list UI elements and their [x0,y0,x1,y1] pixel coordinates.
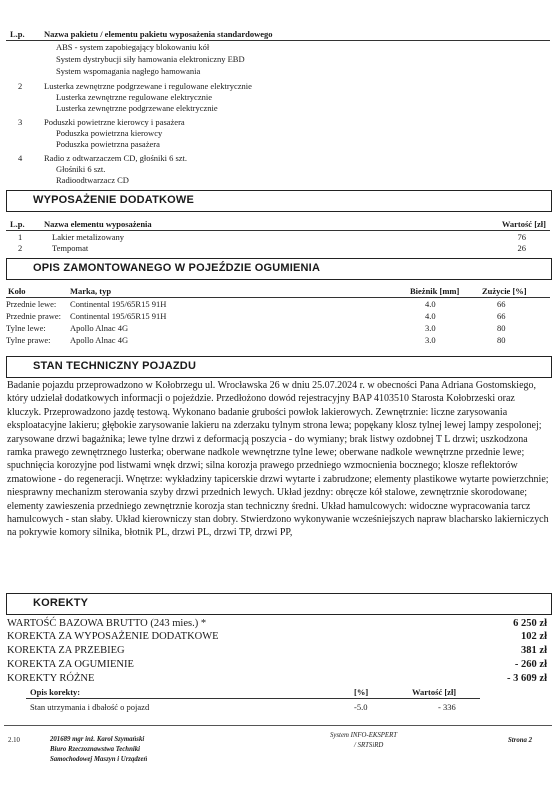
equipment-item: Głośniki 6 szt. [56,164,106,174]
correction-row: KOREKTY RÓŻNE - 3 609 zł [7,673,547,684]
correction-detail-row: Stan utrzymania i dbałość o pojazd -5.0 - 336 [30,702,456,712]
author-line: 201689 mgr inż. Karol Szymański [50,736,145,743]
header-divider [26,698,480,699]
correction-row: WARTOŚĆ BAZOWA BRUTTO (243 mies.) * 6 250 zł [7,618,547,629]
extra-equipment-row: 2 Tempomat 26 [18,243,526,253]
tire-row: Przednie prawe: Continental 195/65R15 91H 4.0 66 [6,311,506,321]
author-line: Samochodowej Maszyn i Urządzeń [50,756,148,763]
condition-description: Badanie pojazdu przeprowadzono w Kołobrzegu ul. Wrocławska 26 w dniu 25.07.2024 r. w obecności Pana Adriana Gostomskiego, który udzielał dodatkowych informacji o pojeździe. Przedłożono dowód rejestracyjny BAP 4103510 Starosta Kołobrzeski oraz kluczyk. Przeprowadzono jazdę testową. Wykonano badanie grubości powłok lakierowych. Zewnętrznie: liczne zarysowania eksploatacyjne lakieru; głębokie zarysowanie lakieru na zderzaku tylnym strona lewa; popękany klosz tylnej lewej lampy zespolonej; zarysowane drzwi bagażnika; lewe tylne drzwi z deformacją poszycia - do wymiany; brak listwy ozdobnej T L drzwi; uszkodzona ramka prawego zewnętrznego lusterka; oberwane nadkole wewnętrzne tylne lewe; oberwane nadkole wewnętrzne przednie lewe; spuchnięcia korozyjne pod listwami wnęk drzwi; silna korozja prawego przedniego wzmocnienia bocznego; klosze reflektorów zmatowione - do regeneracji. Wnętrze: wykładziny tapicerskie drzwi wytarte i zabrudzone; elementy plastikowe wytarte powierzchnie; niesprawny mechanizm sterowania szyby drzwi przednich lewych. Układ jezdny: obręcze kół stalowe, zewnętrznie skorodowane; elementy zawieszenia przedniego zewnętrznie korozja stan techniczny średni. Układ hamulcowych: widoczne wypracowania tarcz hamulcowych - stan słaby. Układ kierowniczy stan dobry. Stwierdzono wykonywanie wcześniejszych napraw blacharsko lakierniczych na pokrywie komory silnika, błotnik PL, drzwi PL, drzwi TP, drzwi PP, [7,380,549,539]
equipment-group: 2 Lusterka zewnętrzne podgrzewane i regulowane elektrycznie [18,81,252,91]
condition-section-box [6,356,552,378]
tire-row: Tylne prawe: Apollo Alnac 4G 3.0 80 [6,335,506,345]
correction-row: KOREKTA ZA OGUMIENIE - 260 zł [7,659,547,670]
equipment-item: System wspomagania nagłego hamowania [56,66,201,76]
system-name: System INFO-EKSPERT [330,732,398,739]
author-line: Biuro Rzeczoznawstwa Techniki [50,746,141,753]
equipment-group: 3 Poduszki powietrzne kierowcy i pasażera [18,117,185,127]
corrections-section-box [6,593,552,615]
package-name-header: Nazwa pakietu / elementu pakietu wyposażenia standardowego [44,29,273,39]
tire-row: Przednie lewe: Continental 195/65R15 91H 4.0 66 [6,299,506,309]
lp-header: L.p. [10,29,25,39]
correction-detail-header: Opis korekty: [%] Wartość [zł] [30,687,457,697]
equipment-item: Lusterka zewnętrzne regulowane elektrycznie [56,92,212,102]
equipment-item: Poduszka powietrzna pasażera [56,139,160,149]
system-name: / SRTSiRD [354,742,384,749]
section-title: KOREKTY [33,597,89,609]
section-title: OPIS ZAMONTOWANEGO W POJEŹDZIE OGUMIENIA [33,262,321,274]
footer-divider [4,725,552,726]
equipment-header [0,28,560,40]
correction-row: KOREKTA ZA WYPOSAŻENIE DODATKOWE 102 zł [7,631,547,642]
equipment-item: Lusterka zewnętrzne podgrzewane elektrycznie [56,103,218,113]
equipment-item: ABS - system zapobiegający blokowaniu kół [56,42,210,52]
extra-equipment-row: 1 Lakier metalizowany 76 [18,232,526,242]
section-title: STAN TECHNICZNY POJAZDU [33,360,197,372]
software-version: 2.10 [8,737,20,744]
equipment-group: 4 Radio z odtwarzaczem CD, głośniki 6 szt. [18,153,188,163]
extra-equipment-section-box [6,190,552,212]
equipment-item: Radioodtwarzacz CD [56,175,129,185]
tires-header: Koło Marka, typ Bieżnik [mm] Zużycie [%] [8,286,527,296]
page-number: Strona 2 [508,737,532,744]
equipment-item: System dystrybucji siły hamowania elektroniczny EBD [56,54,245,64]
section-title: WYPOSAŻENIE DODATKOWE [33,194,195,206]
extra-equipment-header: L.p. Nazwa elementu wyposażenia Wartość [zł] [10,219,546,229]
tires-section-box [6,258,552,280]
correction-row: KOREKTA ZA PRZEBIEG 381 zł [7,645,547,656]
tire-row: Tylne lewe: Apollo Alnac 4G 3.0 80 [6,323,506,333]
equipment-item: Poduszka powietrzna kierowcy [56,128,163,138]
